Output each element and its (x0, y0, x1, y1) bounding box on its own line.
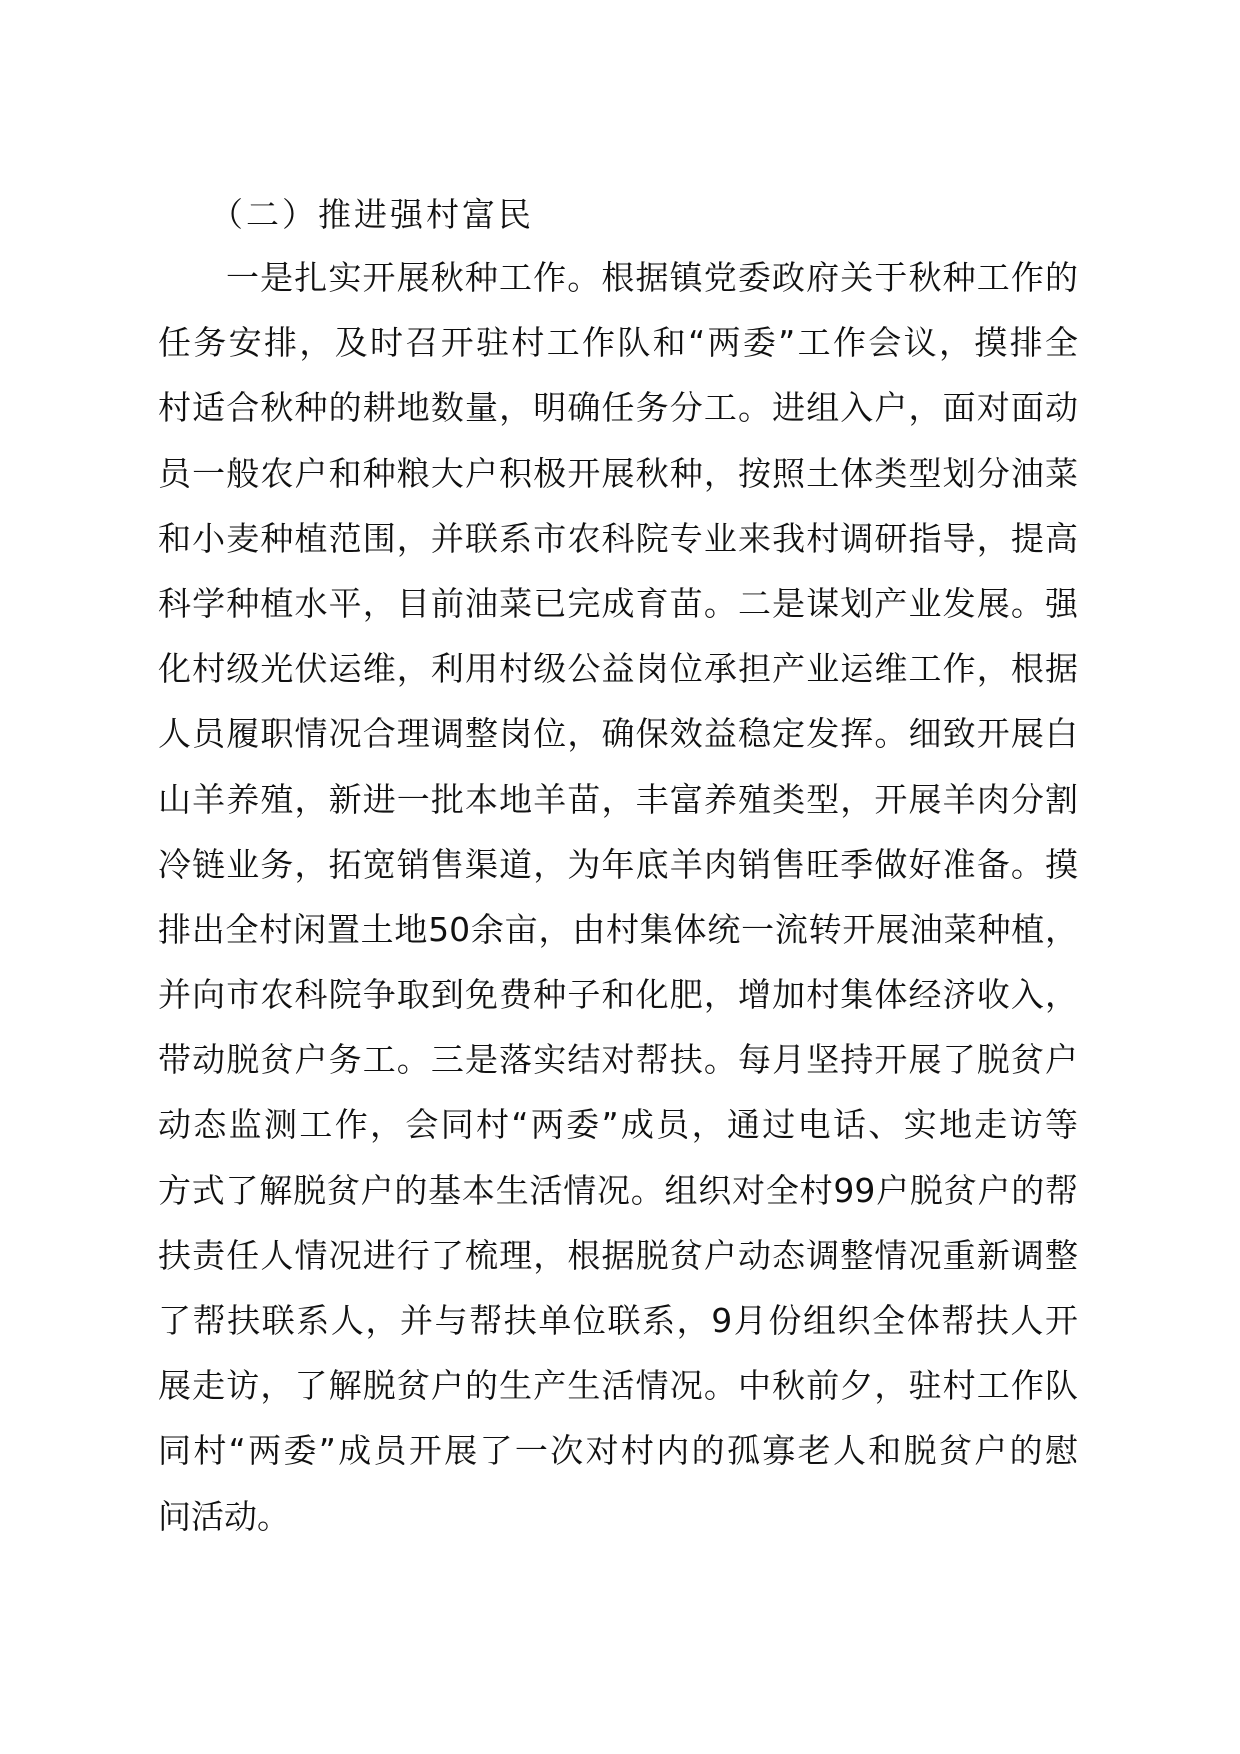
paragraph-line: 村适合秋种的耕地数量，明确任务分工。进组入户，面对面动 (158, 388, 1078, 428)
paragraph-line: 排出全村闲置土地50余亩，由村集体统一流转开展油菜种植， (158, 909, 1078, 949)
paragraph-line: 员一般农户和种粮大户积极开展秋种，按照土体类型划分油菜 (158, 453, 1078, 493)
paragraph-line: 科学种植水平，目前油菜已完成育苗。二是谋划产业发展。强 (158, 583, 1078, 623)
paragraph-line: 了帮扶联系人，并与帮扶单位联系，9月份组织全体帮扶人开 (158, 1301, 1078, 1340)
paragraph-line: 动态监测工作，会同村“两委”成员，通过电话、实地走访等 (158, 1105, 1078, 1145)
paragraph-line: 并向市农科院争取到免费种子和化肥，增加村集体经济收入， (158, 975, 1078, 1015)
paragraph-line: 任务安排，及时召开驻村工作队和“两委”工作会议，摸排全 (158, 323, 1078, 363)
paragraph-line: 扶责任人情况进行了梳理，根据脱贫户动态调整情况重新调整 (158, 1235, 1078, 1275)
paragraph-line: 同村“两委”成员开展了一次对村内的孤寡老人和脱贫户的慰 (158, 1431, 1078, 1471)
paragraph-line: 和小麦种植范围，并联系市农科院专业来我村调研指导，提高 (158, 518, 1078, 558)
paragraph-line: 冷链业务，拓宽销售渠道，为年底羊肉销售旺季做好准备。摸 (158, 844, 1078, 884)
paragraph-line: 展走访，了解脱贫户的生产生活情况。中秋前夕，驻村工作队 (158, 1366, 1078, 1406)
section-heading: （二）推进强村富民 (210, 195, 534, 234)
paragraph-line: 方式了解脱贫户的基本生活情况。组织对全村99户脱贫户的帮 (158, 1170, 1078, 1210)
paragraph-line: 山羊养殖，新进一批本地羊苗，丰富养殖类型，开展羊肉分割 (158, 779, 1078, 819)
body-paragraph (158, 253, 1078, 1557)
paragraph-line: 问活动。 (158, 1496, 290, 1536)
paragraph-line: 人员履职情况合理调整岗位，确保效益稳定发挥。细致开展白 (158, 714, 1078, 754)
paragraph-line: 带动脱贫户务工。三是落实结对帮扶。每月坚持开展了脱贫户 (158, 1040, 1078, 1080)
paragraph-line: 化村级光伏运维，利用村级公益岗位承担产业运维工作，根据 (158, 649, 1078, 689)
paragraph-line: 一是扎实开展秋种工作。根据镇党委政府关于秋种工作的 (226, 258, 1078, 297)
